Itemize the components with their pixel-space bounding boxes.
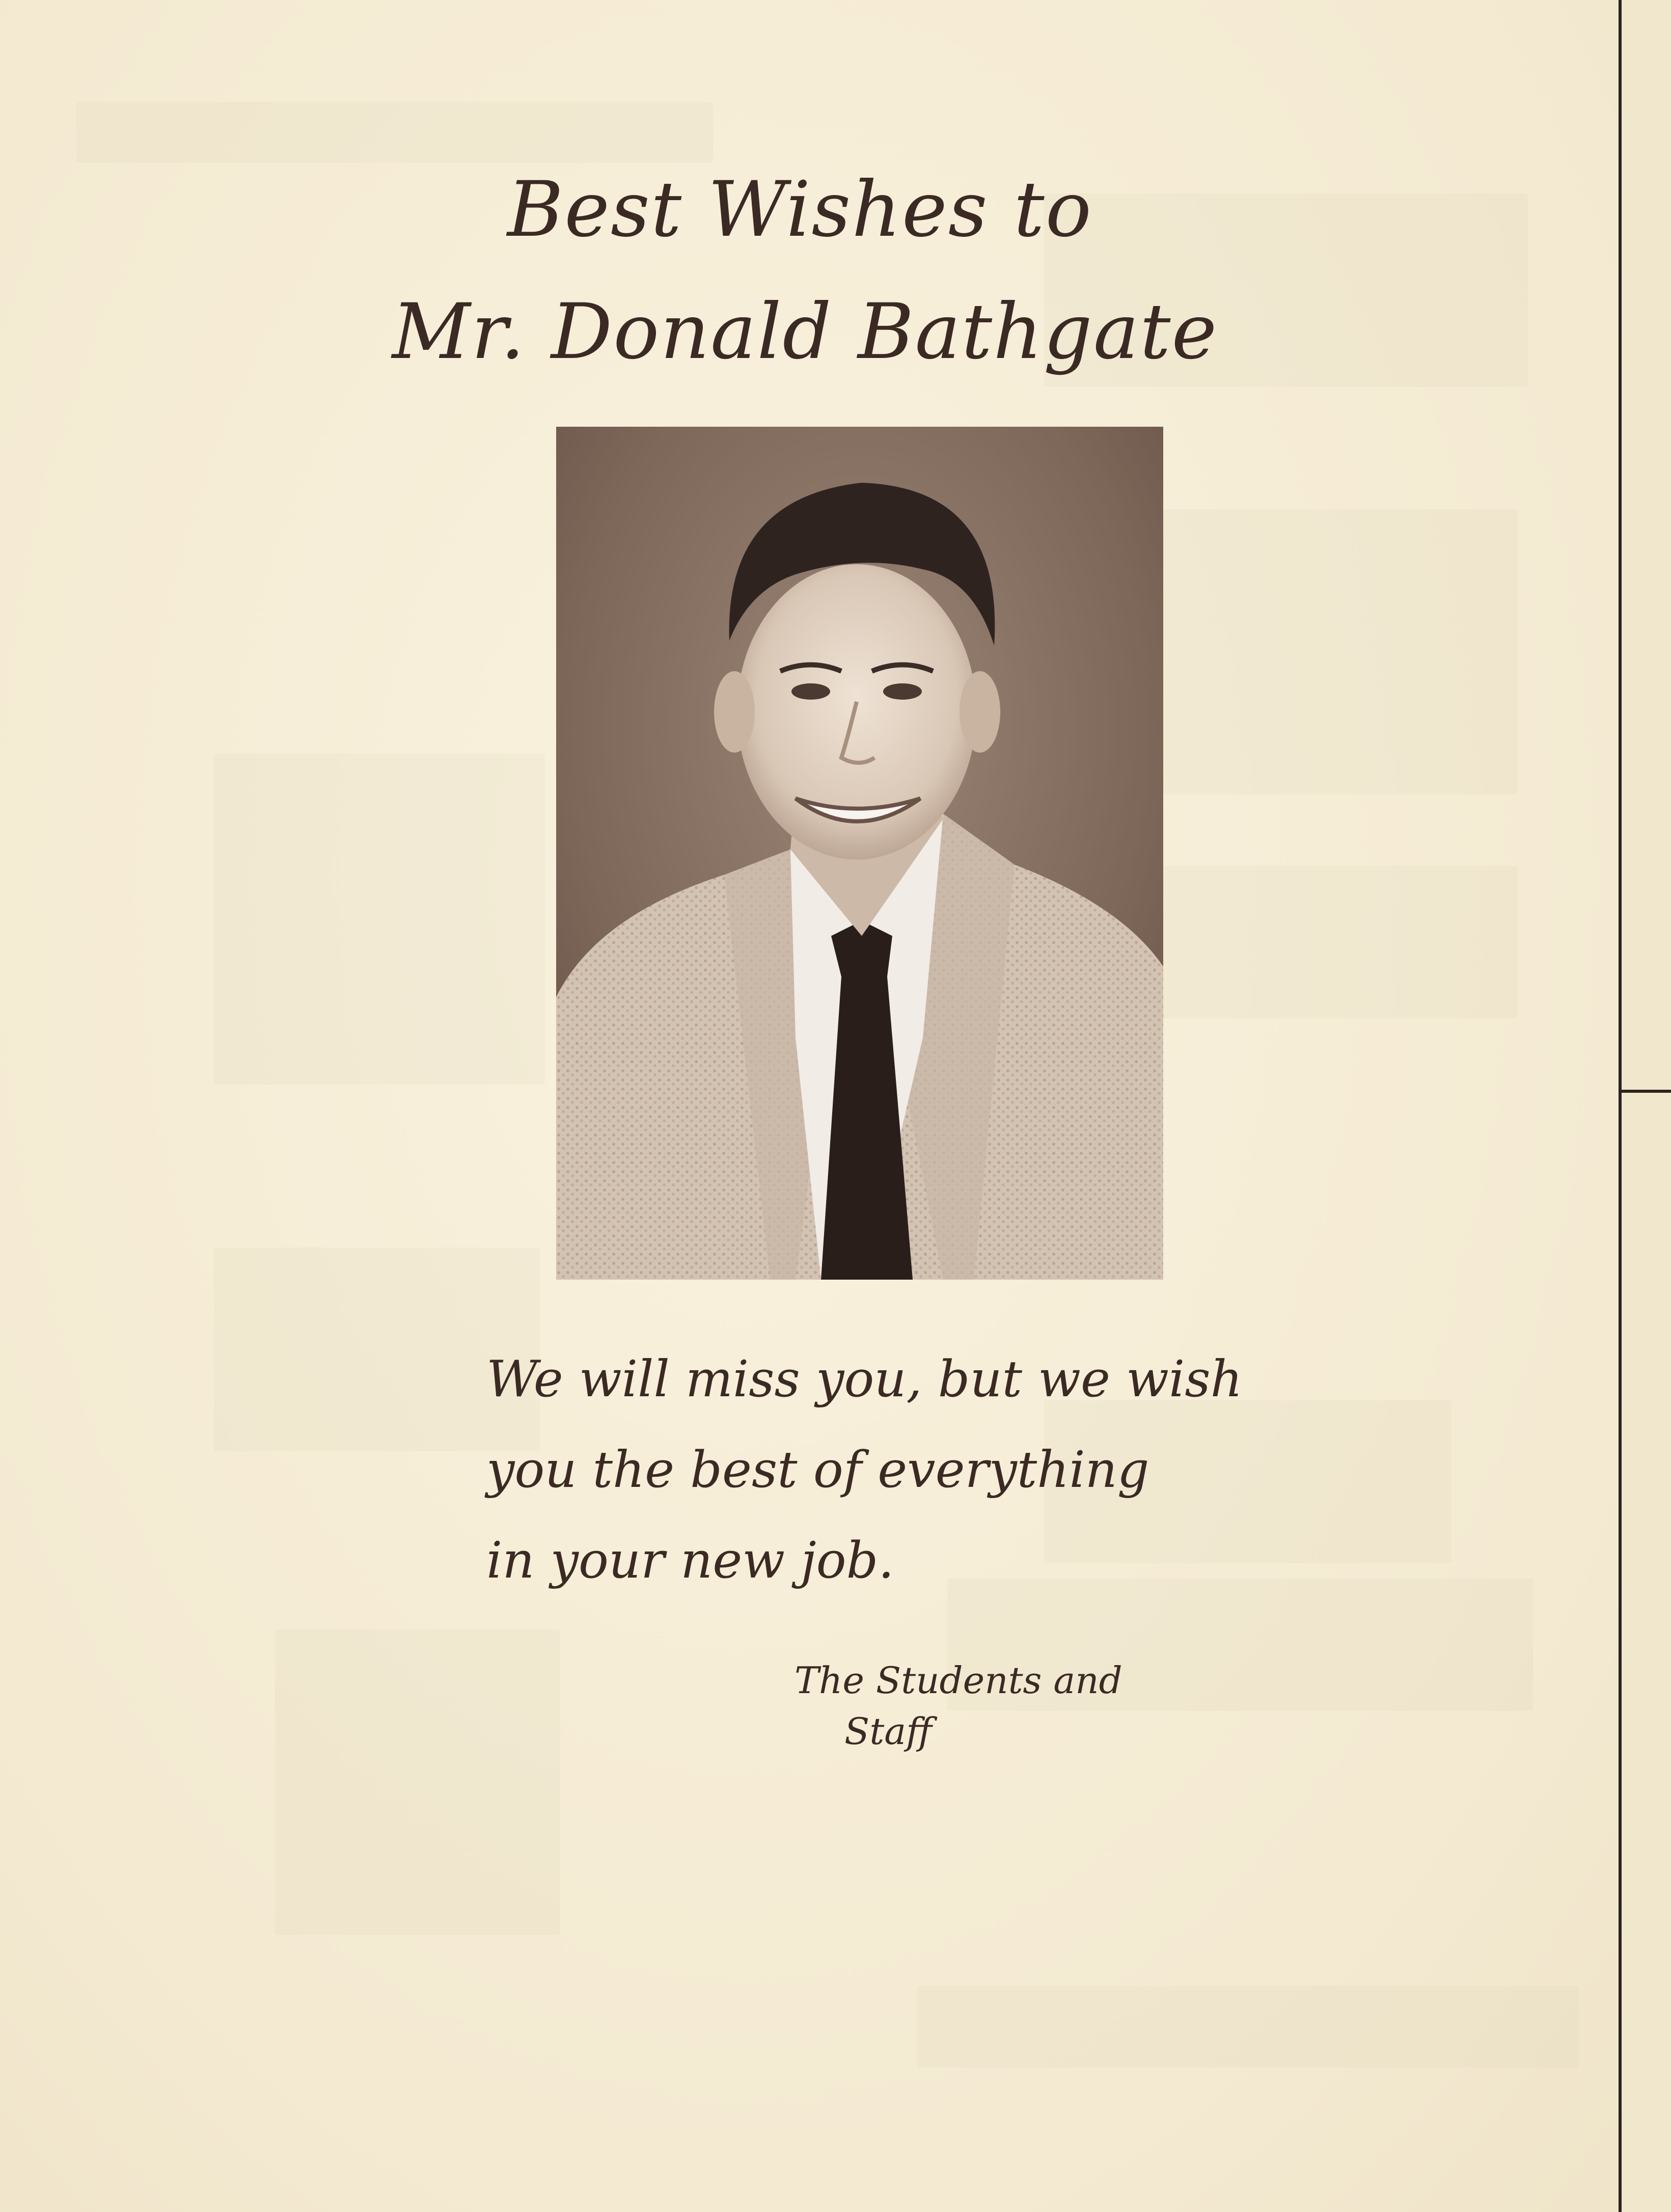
signature — [795, 1655, 1122, 1757]
signature-line-1: The Students and — [795, 1659, 1122, 1702]
message-line: in your new job. — [486, 1532, 894, 1590]
message-line: We will miss you, but we wish — [486, 1350, 1243, 1408]
bleed-through-block — [76, 102, 713, 163]
signature-line-2: Staff — [844, 1710, 933, 1753]
bleed-through-block — [1161, 866, 1518, 1018]
heading-line-1: Best Wishes to — [507, 165, 1093, 254]
page-edge-tick — [1622, 1090, 1671, 1093]
farewell-message — [486, 1334, 1301, 1606]
bleed-through-block — [917, 1986, 1579, 2067]
bleed-through-block — [214, 754, 545, 1085]
message-line: you the best of everything — [486, 1441, 1149, 1499]
bleed-through-block — [1161, 509, 1518, 794]
portrait-photo — [556, 427, 1163, 1280]
heading-line-2: Mr. Donald Bathgate — [392, 288, 1218, 376]
bleed-through-block — [275, 1629, 560, 1935]
